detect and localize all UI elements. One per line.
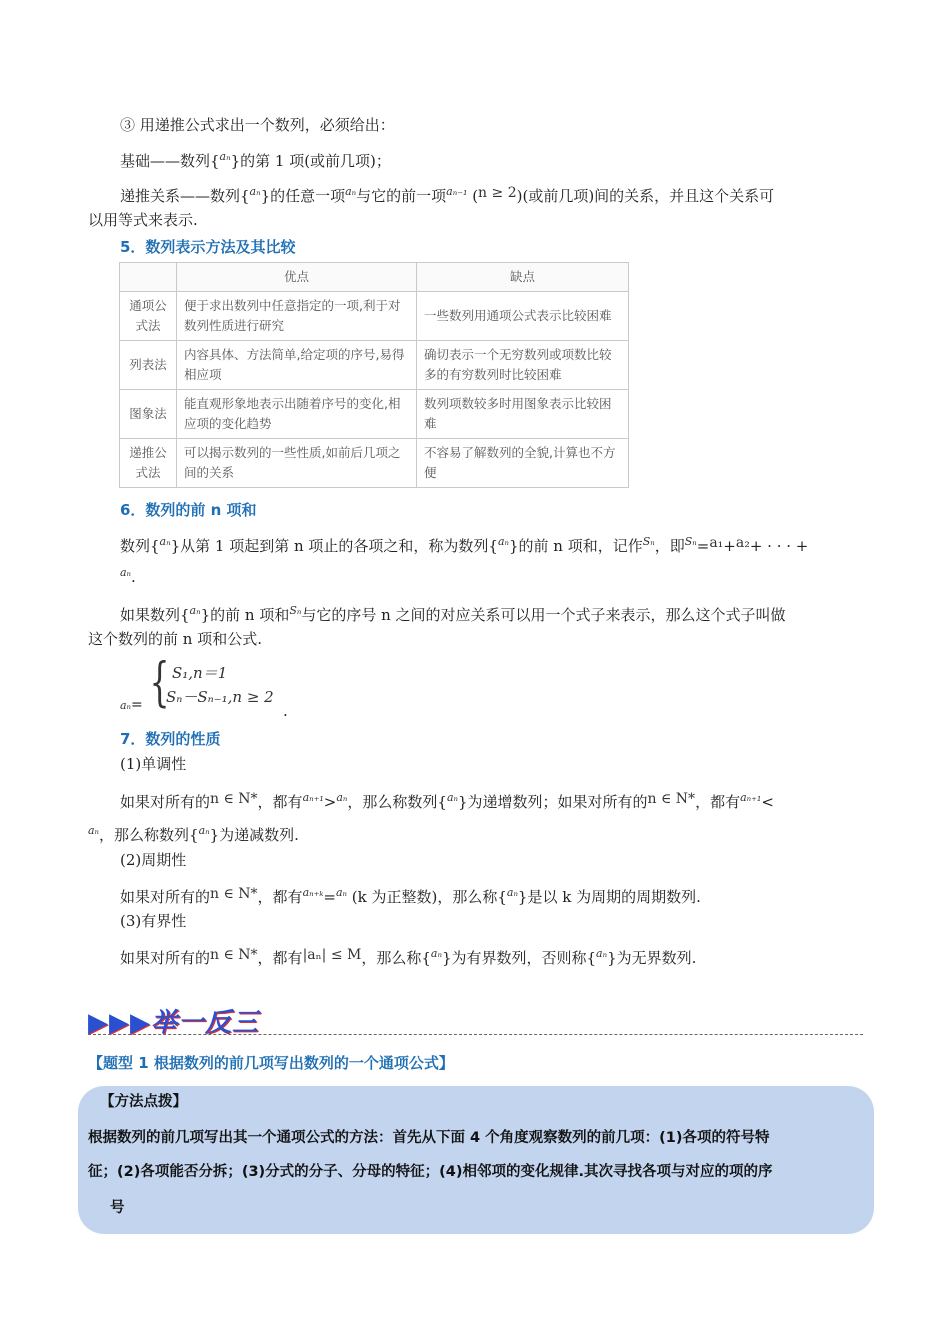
- math-an: aₙ: [506, 886, 518, 899]
- tip-line: 根据数列的前几项写出其一个通项公式的方法：首先从下面 4 个角度观察数列的前几项：(1)各项的符号特: [88, 1130, 770, 1146]
- monotonic-title: (1)单调性: [120, 755, 187, 773]
- section-7-heading: 7．数列的性质: [120, 730, 221, 748]
- math-an-plus-k: aₙ₊ₖ: [302, 886, 324, 899]
- table-header-row: [120, 263, 629, 292]
- text-part: }是以 k 为周期的周期数列.: [517, 888, 701, 906]
- tip-line: 征；(2)各项能否分拆；(3)分式的分子、分母的特征；(4)相邻项的变化规律.其次寻找各项与对应的项的序: [88, 1164, 773, 1180]
- math-an: aₙ: [249, 185, 261, 198]
- row-con: 一些数列用通项公式表示比较困难: [417, 292, 629, 341]
- math-n-in-N: n ∈ N*: [210, 947, 258, 963]
- question-type-title: 【题型 1 根据数列的前几项写出数列的一个通项公式】: [88, 1054, 454, 1072]
- partial-sum-def-line: [120, 531, 808, 557]
- tip-line: 号: [110, 1200, 125, 1216]
- text-part: =: [323, 888, 336, 906]
- text-part: .: [131, 568, 136, 586]
- text-part: }从第 1 项起到第 n 项止的各项之和，称为数列{: [170, 537, 498, 555]
- math-sn: Sₙ: [642, 535, 655, 548]
- text-part: }为递增数列；如果对所有的: [457, 793, 648, 811]
- text-part: 递推关系——数列{: [120, 187, 250, 205]
- math-an: aₙ: [497, 535, 509, 548]
- math-an: aₙ: [336, 791, 348, 804]
- text-part: )(或前几项)间的关系，并且这个关系可: [516, 187, 775, 205]
- table-row: [120, 390, 629, 439]
- monotonic-line: [120, 787, 774, 813]
- row-con: 不容易了解数列的全貌,计算也不方便: [417, 439, 629, 488]
- partial-sum-formula-line: [120, 600, 786, 626]
- recursive-intro: ③ 用递推公式求出一个数列，必须给出：: [120, 116, 395, 134]
- row-name: 递推公式法: [120, 439, 177, 488]
- partial-sum-def-line-2: [120, 562, 136, 588]
- math-an: aₙ: [159, 535, 171, 548]
- representation-comparison-table: [119, 262, 629, 488]
- text-part: }的前 n 项和，记作: [508, 537, 643, 555]
- section-5-heading: 5．数列表示方法及其比较: [120, 238, 296, 256]
- row-con: 确切表示一个无穷数列或项数比较多的有穷数列时比较困难: [417, 341, 629, 390]
- piecewise-case-1: S₁,n＝1: [172, 664, 228, 682]
- math-an: aₙ: [88, 824, 100, 837]
- bounded-line: [120, 943, 696, 969]
- brace-icon: {: [149, 653, 170, 713]
- monotonic-line-2: [88, 820, 299, 846]
- dashed-divider: [88, 1034, 863, 1035]
- text-part: >: [323, 793, 337, 811]
- math-n-in-N: n ∈ N*: [210, 886, 258, 902]
- text-part: (k 为正整数)，那么称{: [347, 888, 507, 906]
- text-part: 如果数列{: [120, 606, 190, 624]
- text-part: }为递减数列.: [209, 826, 299, 844]
- row-pro: 便于求出数列中任意指定的一项,利于对数列性质进行研究: [177, 292, 417, 341]
- table-row: [120, 292, 629, 341]
- math-an: aₙ: [446, 791, 458, 804]
- row-name: 列表法: [120, 341, 177, 390]
- row-pro: 内容具体、方法简单,给定项的序号,易得相应项: [177, 341, 417, 390]
- math-an: aₙ: [335, 886, 348, 899]
- math-an: aₙ: [120, 566, 132, 579]
- table-header-cell: 优点: [177, 263, 417, 292]
- math-an: aₙ: [219, 150, 231, 163]
- text-part: }的第 1 项(或前几项)；: [230, 152, 391, 170]
- table-row: [120, 341, 629, 390]
- math-an-plus-1: aₙ₊₁: [740, 791, 762, 804]
- math-n-ge-2: n ≥ 2: [478, 185, 517, 201]
- text-part: }的任意一项: [260, 187, 346, 205]
- text-part: <: [761, 793, 774, 811]
- math-n-in-N: n ∈ N*: [210, 791, 258, 807]
- math-abs-bound: |aₙ| ≤ M: [302, 947, 362, 963]
- section-banner: ▶▶▶举一反三: [88, 1008, 259, 1038]
- math-sn: Sₙ: [289, 604, 302, 617]
- row-name: 通项公式法: [120, 292, 177, 341]
- piecewise-case-2: Sₙ－Sₙ₋₁,n ≥ 2: [166, 688, 274, 706]
- section-6-heading: 6．数列的前 n 项和: [120, 501, 257, 519]
- text-part: ，都有: [257, 888, 303, 906]
- text-part: ，都有: [257, 793, 303, 811]
- text-part: 基础——数列{: [120, 152, 220, 170]
- row-name: 图象法: [120, 390, 177, 439]
- text-part: 如果对所有的: [120, 949, 211, 967]
- text-part: ，那么称数列{: [99, 826, 199, 844]
- math-sn: Sₙ: [684, 535, 697, 548]
- text-part: ，都有: [257, 949, 303, 967]
- text-part: ，即: [654, 537, 685, 555]
- math-an: aₙ: [198, 824, 210, 837]
- text-part: ，那么称{: [361, 949, 431, 967]
- periodic-line: [120, 882, 701, 908]
- table-header-cell: 缺点: [417, 263, 629, 292]
- math-an: aₙ: [345, 185, 357, 198]
- tip-title: 【方法点拨】: [100, 1094, 187, 1110]
- piecewise-end: .: [283, 702, 288, 720]
- bounded-title: (3)有界性: [120, 912, 187, 930]
- math-a1: a₁: [709, 535, 724, 551]
- math-a2: a₂: [735, 535, 750, 551]
- recursive-relation-line-2: 以用等式来表示.: [88, 211, 198, 229]
- text-part: =: [696, 537, 710, 555]
- math-an-plus-1: aₙ₊₁: [302, 791, 324, 804]
- text-part: }为无界数列.: [607, 949, 697, 967]
- math-an: aₙ: [596, 947, 608, 960]
- text-part: 数列{: [120, 537, 160, 555]
- method-tip-box: [78, 1086, 874, 1234]
- partial-sum-formula-line-2: 这个数列的前 n 项和公式.: [88, 630, 262, 648]
- text-part: 如果对所有的: [120, 793, 211, 811]
- math-an-minus-1: aₙ₋₁: [446, 185, 468, 198]
- text-part: +: [723, 537, 736, 555]
- math-n-in-N: n ∈ N*: [647, 791, 696, 807]
- math-an: aₙ: [120, 699, 132, 712]
- text-part: =: [131, 697, 143, 713]
- math-an: aₙ: [430, 947, 442, 960]
- text-part: ，那么称数列{: [347, 793, 447, 811]
- text-part: 与它的序号 n 之间的对应关系可以用一个式子来表示，那么这个式子叫做: [301, 606, 786, 624]
- text-part: 如果对所有的: [120, 888, 211, 906]
- text-part: }为有界数列，否则称{: [441, 949, 597, 967]
- table-row: [120, 439, 629, 488]
- row-pro: 可以揭示数列的一些性质,如前后几项之间的关系: [177, 439, 417, 488]
- row-pro: 能直观形象地表示出随着序号的变化,相应项的变化趋势: [177, 390, 417, 439]
- math-an: aₙ: [189, 604, 201, 617]
- periodic-title: (2)周期性: [120, 851, 187, 869]
- text-part: + · · · +: [749, 537, 809, 555]
- piecewise-lhs: [120, 697, 143, 713]
- text-part: (: [472, 187, 479, 205]
- text-part: 与它的前一项: [356, 187, 447, 205]
- recursive-base-line: [120, 146, 391, 172]
- text-part: ，都有: [695, 793, 741, 811]
- row-con: 数列项数较多时用图象表示比较困难: [417, 390, 629, 439]
- text-part: }的前 n 项和: [200, 606, 290, 624]
- recursive-relation-line: [120, 181, 774, 207]
- table-header-cell: [120, 263, 177, 292]
